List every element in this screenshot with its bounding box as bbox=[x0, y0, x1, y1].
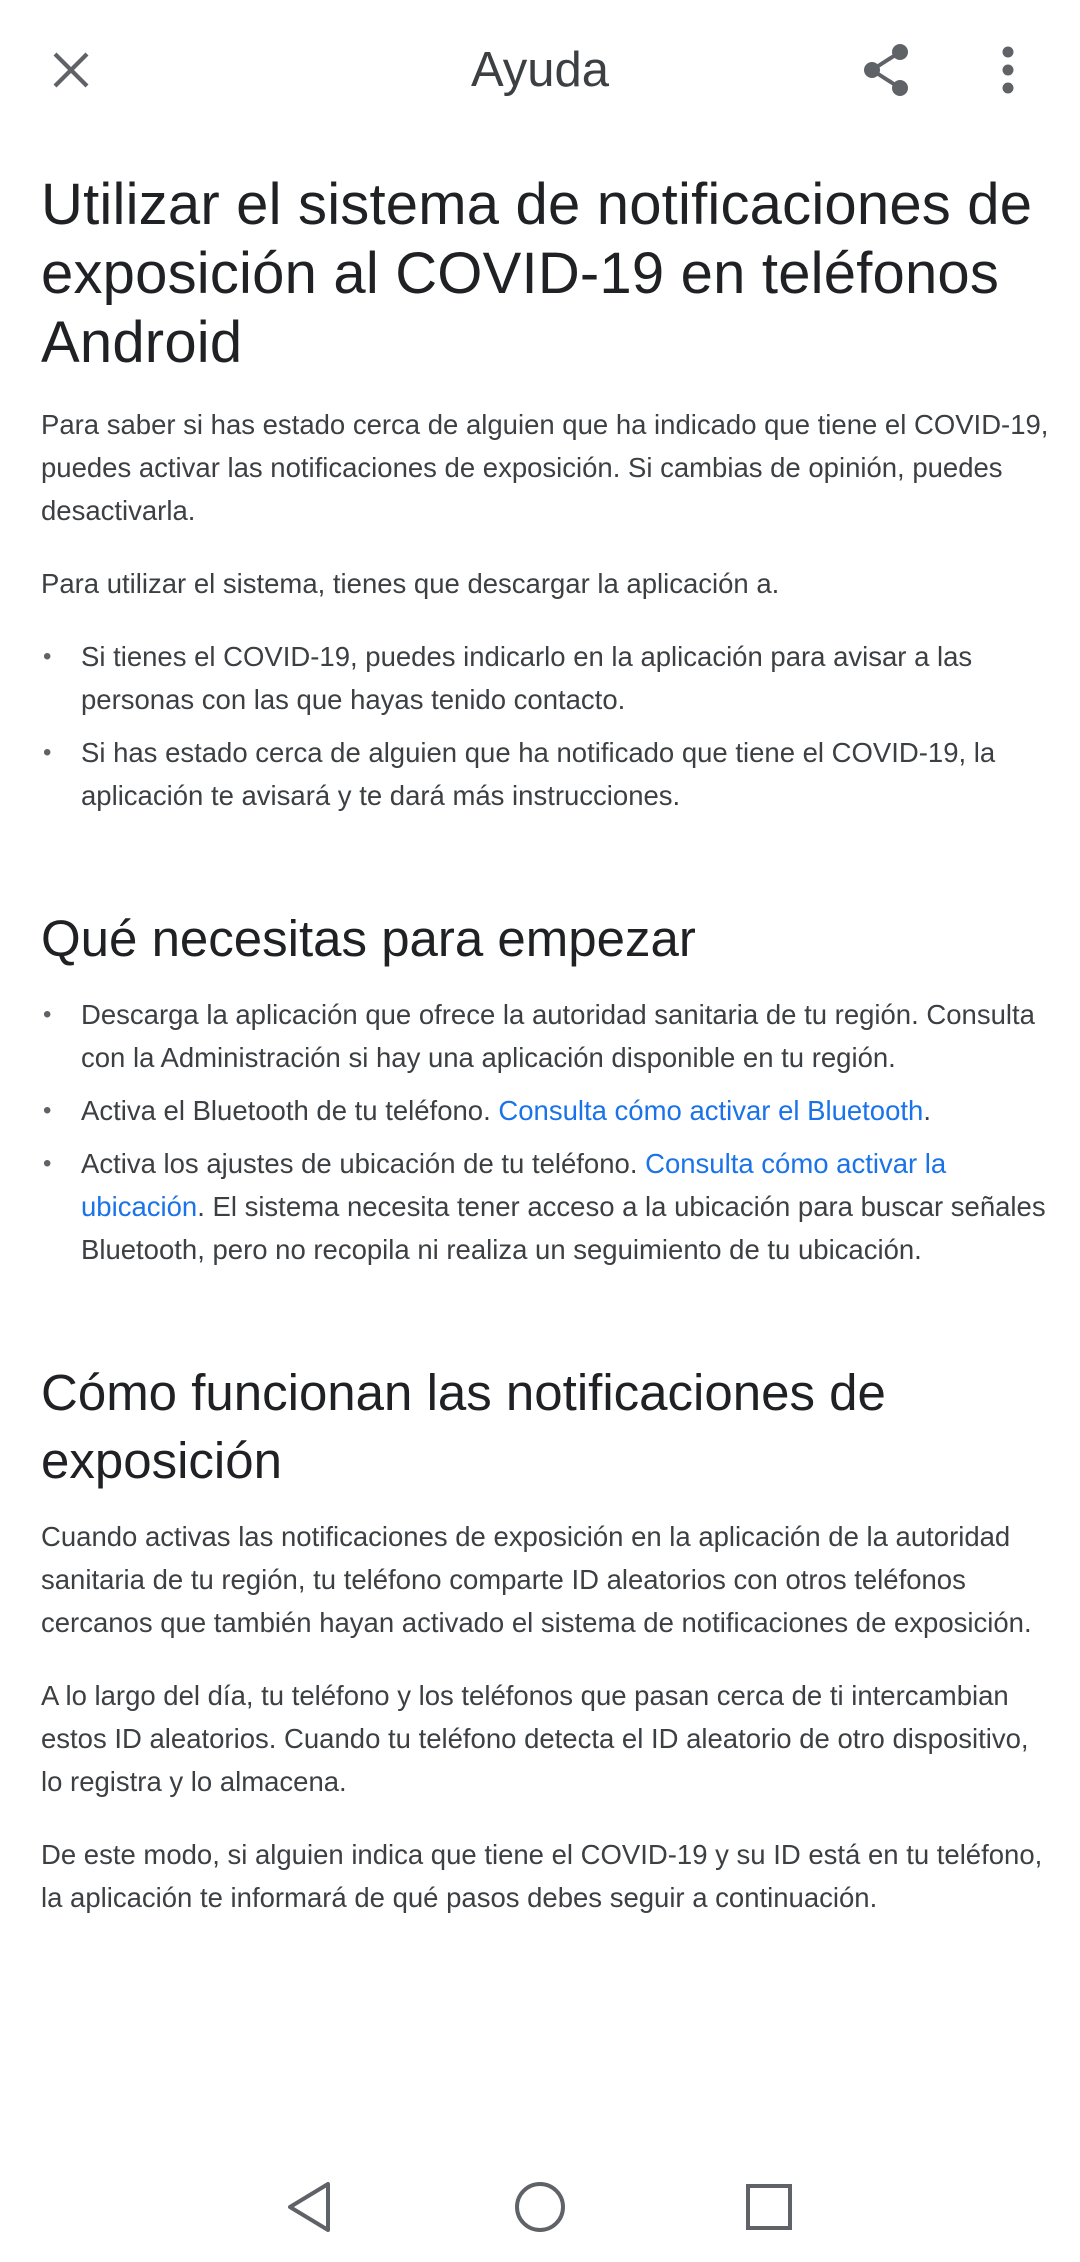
back-triangle-icon bbox=[284, 2180, 334, 2234]
list-item-text: Activa los ajustes de ubicación de tu teléfono. bbox=[81, 1148, 646, 1179]
share-icon bbox=[861, 43, 911, 97]
list-item: • Si has estado cerca de alguien que ha notificado que tiene el COVID-19, la aplicación te avisará y te dará más instrucciones. bbox=[41, 731, 1051, 817]
home-button[interactable] bbox=[495, 2162, 585, 2252]
bluetooth-help-link[interactable]: Consulta cómo activar el Bluetooth bbox=[498, 1095, 924, 1126]
recents-button[interactable] bbox=[724, 2162, 814, 2252]
list-item bbox=[41, 1089, 1051, 1132]
list-item: • Descarga la aplicación que ofrece la autoridad sanitaria de tu región. Consulta con la Administración si hay una aplicación disponible en tu región. bbox=[41, 993, 1051, 1079]
back-button[interactable] bbox=[264, 2162, 354, 2252]
app-bar bbox=[0, 0, 1080, 140]
intro-paragraph: Para utilizar el sistema, tienes que descargar la aplicación a. bbox=[41, 568, 780, 599]
article-title: Utilizar el sistema de notificaciones de exposición al COVID-19 en teléfonos Android bbox=[41, 172, 1033, 375]
system-nav-bar bbox=[0, 2150, 1080, 2262]
more-vertical-icon bbox=[1001, 46, 1015, 94]
home-circle-icon bbox=[513, 2180, 567, 2234]
intro-paragraph: Para saber si has estado cerca de alguien que ha indicado que tiene el COVID-19, puedes activar las notificaciones de exposición. Si cambias de opinión, puedes desactivarla. bbox=[41, 409, 1049, 526]
list-item-text: . bbox=[923, 1095, 931, 1126]
section-heading-how-it-works: Cómo funcionan las notificaciones de exposición bbox=[41, 1364, 886, 1489]
intro-list bbox=[41, 635, 1051, 817]
body-paragraph: A lo largo del día, tu teléfono y los teléfonos que pasan cerca de ti intercambian estos ID aleatorios. Cuando tu teléfono detecta el ID aleatorio de otro dispositivo, lo registra y lo almacena. bbox=[41, 1680, 1029, 1797]
list-item: • Si tienes el COVID-19, puedes indicarlo en la aplicación para avisar a las personas con las que hayas tenido contacto. bbox=[41, 635, 1051, 721]
location-help-link[interactable]: Consulta cómo activar la ubicación bbox=[81, 1148, 947, 1222]
list-item-text: . El sistema necesita tener acceso a la ubicación para buscar señales Bluetooth, pero no recopila ni realiza un seguimiento de tu ubicación. bbox=[81, 1191, 1046, 1265]
list-item-text: Activa el Bluetooth de tu teléfono. bbox=[81, 1095, 499, 1126]
page-title: Ayuda bbox=[470, 43, 610, 97]
body-paragraph: Cuando activas las notificaciones de exposición en la aplicación de la autoridad sanitaria de tu región, tu teléfono comparte ID aleatorios con otros teléfonos cercanos que también hayan activado el sistema de notificaciones de exposición. bbox=[41, 1521, 1032, 1638]
share-button[interactable] bbox=[846, 30, 926, 110]
article-content bbox=[41, 170, 1051, 1949]
recents-square-icon bbox=[744, 2182, 794, 2232]
body-paragraph: De este modo, si alguien indica que tiene el COVID-19 y su ID está en tu teléfono, la aplicación te informará de qué pasos debes seguir a continuación. bbox=[41, 1839, 1043, 1913]
section-heading-requirements: Qué necesitas para empezar bbox=[41, 910, 696, 967]
more-options-button[interactable] bbox=[968, 30, 1048, 110]
list-item bbox=[41, 1142, 1051, 1271]
requirements-list bbox=[41, 993, 1051, 1271]
